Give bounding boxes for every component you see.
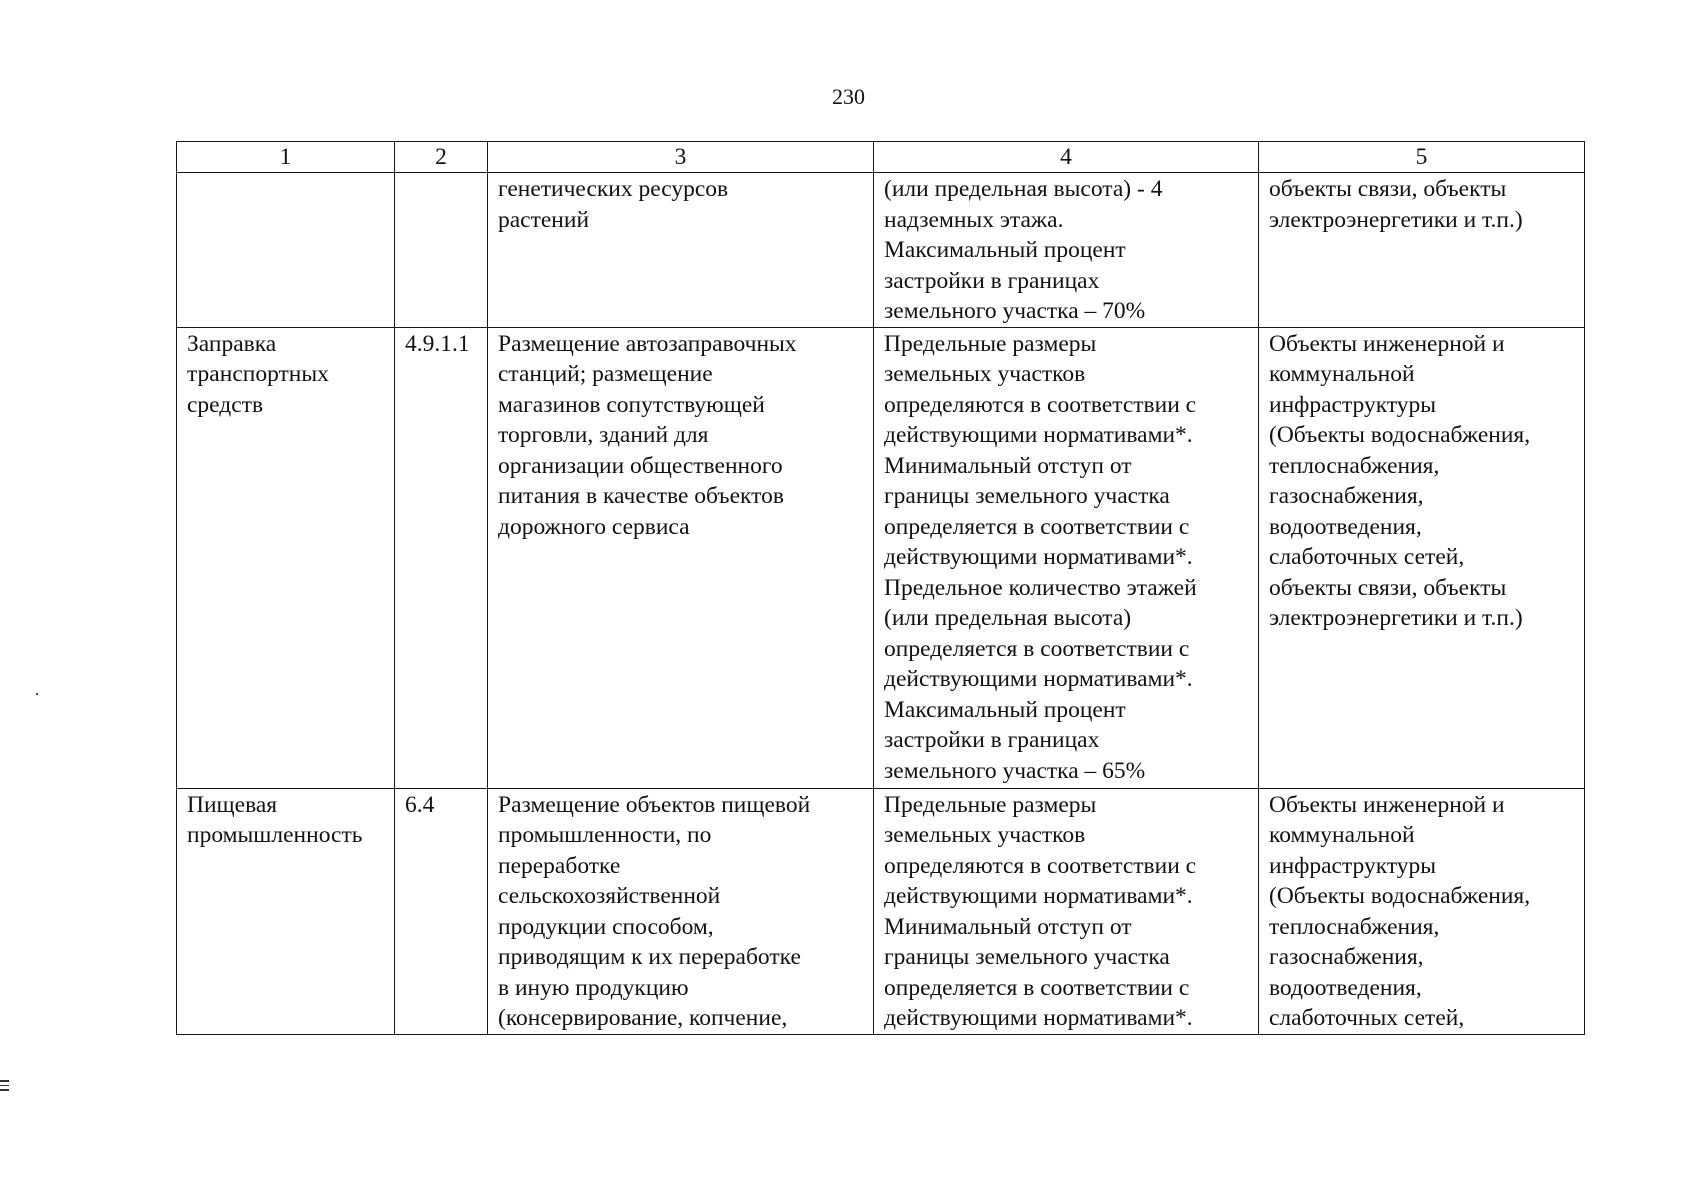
column-header: 4 xyxy=(874,142,1259,173)
use-code-cell: 4.9.1.1 xyxy=(395,327,488,788)
use-parameters-cell: (или предельная высота) - 4 надземных этажа. Максимальный процент застройки в границах земельного участка – 70% xyxy=(874,173,1259,328)
use-name-cell: Пищевая промышленность xyxy=(177,788,395,1034)
binding-mark xyxy=(0,1080,10,1094)
use-parameters-cell: Предельные размеры земельных участков определяются в соответствии с действующими нормативами*. Минимальный отступ от границы земельного участка определяется в соответствии с действующими нормативами*. xyxy=(874,788,1259,1034)
use-name-cell: Заправка транспортных средств xyxy=(177,327,395,788)
use-parameters-cell: Предельные размеры земельных участков определяются в соответствии с действующими нормативами*. Минимальный отступ от границы земельного участка определяется в соответствии с действующими нормативами*. Предельное количество этажей (или предельная высота) определяется в соответствии с действующими нормативами*. Максимальный процент застройки в границах земельного участка – 65% xyxy=(874,327,1259,788)
column-header: 5 xyxy=(1259,142,1585,173)
page-number: 230 xyxy=(832,84,865,109)
use-description-cell: генетических ресурсов растений xyxy=(488,173,874,328)
auxiliary-use-cell: Объекты инженерной и коммунальной инфраструктуры (Объекты водоснабжения, теплоснабжения, газоснабжения, водоотведения, слаботочных сетей, xyxy=(1259,788,1585,1034)
column-header: 2 xyxy=(395,142,488,173)
auxiliary-use-cell: объекты связи, объекты электроэнергетики и т.п.) xyxy=(1259,173,1585,328)
use-name-cell xyxy=(177,173,395,328)
use-description-cell: Размещение объектов пищевой промышленности, по переработке сельскохозяйственной продукции способом, приводящим к их переработке в иную продукцию (консервирование, копчение, xyxy=(488,788,874,1034)
column-header: 1 xyxy=(177,142,395,173)
use-code-cell xyxy=(395,173,488,328)
table-row xyxy=(177,327,1585,788)
auxiliary-use-cell: Объекты инженерной и коммунальной инфраструктуры (Объекты водоснабжения, теплоснабжения, газоснабжения, водоотведения, слаботочных сетей, объекты связи, объекты электроэнергетики и т.п.) xyxy=(1259,327,1585,788)
use-description-cell: Размещение автозаправочных станций; размещение магазинов сопутствующей торговли, зданий для организации общественного питания в качестве объектов дорожного сервиса xyxy=(488,327,874,788)
use-code-cell: 6.4 xyxy=(395,788,488,1034)
table-header-row xyxy=(177,142,1585,173)
table-row xyxy=(177,788,1585,1034)
zoning-table xyxy=(176,141,1585,1035)
column-header: 3 xyxy=(488,142,874,173)
scan-speck xyxy=(36,693,38,695)
table-row xyxy=(177,173,1585,328)
